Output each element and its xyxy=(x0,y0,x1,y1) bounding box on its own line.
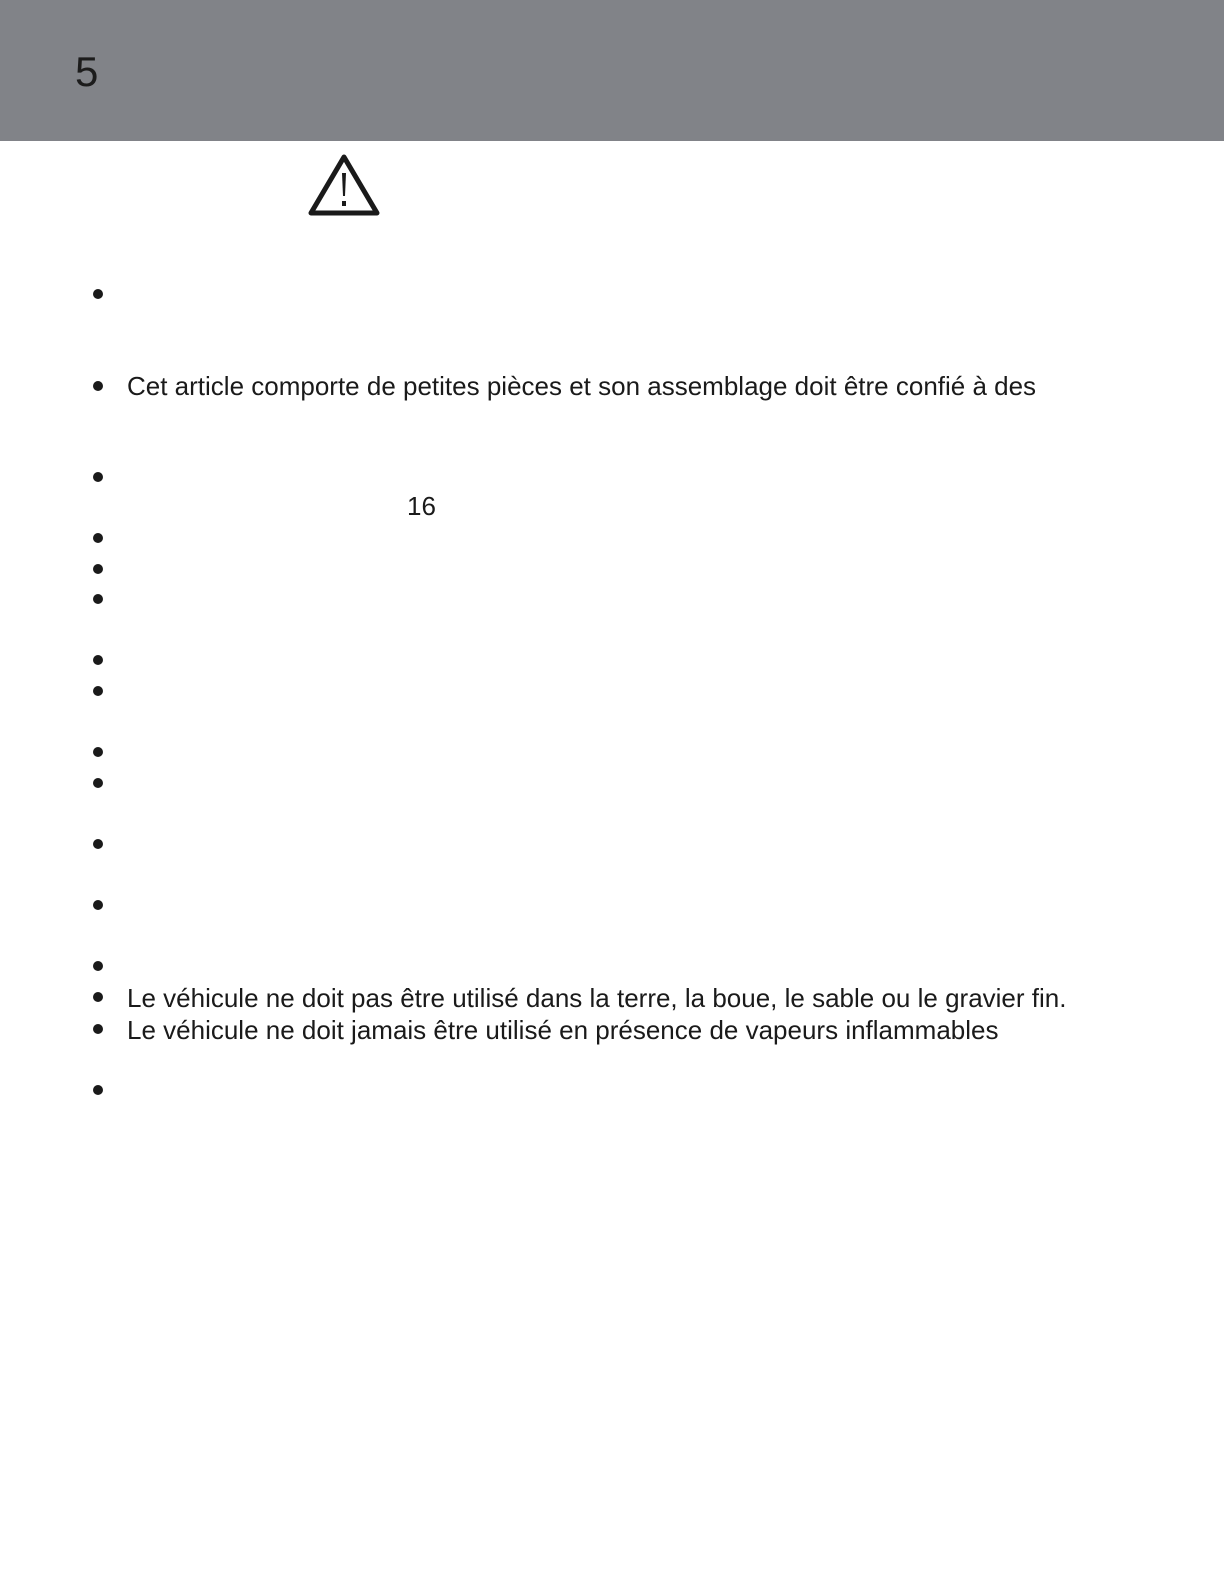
text-line-small-parts: Cet article comporte de petites pièces et son assemblage doit être confié à des xyxy=(127,371,1037,401)
text-line-flammable: Le véhicule ne doit jamais être utilisé en présence de vapeurs inflammables xyxy=(127,1015,999,1045)
bullet-3 xyxy=(92,471,104,483)
bullet-5 xyxy=(92,563,104,575)
bullet-10 xyxy=(92,777,104,789)
bullet-1 xyxy=(92,288,104,300)
bullet-6 xyxy=(92,593,104,605)
bullet-13 xyxy=(92,960,104,972)
header-band xyxy=(0,0,1224,141)
bullet-11 xyxy=(92,838,104,850)
bullet-9 xyxy=(92,746,104,758)
number-16: 16 xyxy=(407,491,436,521)
bullet-7 xyxy=(92,654,104,666)
bullet-12 xyxy=(92,899,104,911)
bullet-2 xyxy=(92,380,104,392)
warning-triangle-icon xyxy=(306,152,382,218)
text-line-terrain: Le véhicule ne doit pas être utilisé dans la terre, la boue, le sable ou le gravier fin. xyxy=(127,983,1067,1013)
bullet-16 xyxy=(92,1084,104,1096)
bullet-15 xyxy=(92,1023,104,1035)
page-number: 5 xyxy=(75,48,99,95)
bullet-4 xyxy=(92,532,104,544)
bullet-8 xyxy=(92,685,104,697)
bullet-14 xyxy=(92,991,104,1003)
